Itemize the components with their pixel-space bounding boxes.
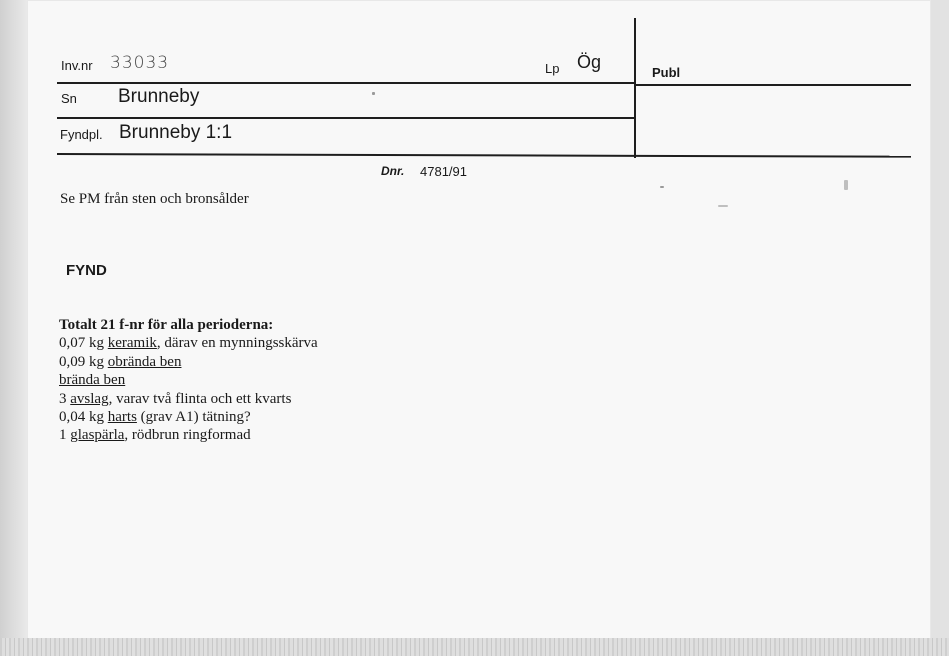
- scan-speck: [844, 180, 848, 190]
- find-item: 0,04 kg harts (grav A1) tätning?: [59, 409, 251, 426]
- find-item: 3 avslag, varav två flinta och ett kvarts: [59, 390, 292, 407]
- header-line-2: [57, 117, 636, 119]
- fyndpl-label: Fyndpl.: [60, 127, 103, 142]
- inv-nr-label: Inv.nr: [61, 58, 93, 73]
- header-line-1-right: [636, 84, 911, 86]
- dnr-label: Dnr.: [381, 164, 405, 178]
- sn-value: Brunneby: [118, 86, 200, 107]
- header-line-1: [57, 82, 636, 84]
- pm-note: Se PM från sten och bronsålder: [60, 191, 249, 207]
- fynd-heading: FYND: [66, 262, 107, 279]
- publ-label: Publ: [652, 65, 681, 80]
- find-item: 0,09 kg obrända ben: [59, 353, 182, 370]
- sn-label: Sn: [61, 91, 77, 106]
- fyndpl-value: Brunneby 1:1: [119, 122, 233, 143]
- header-divider-vertical: [634, 18, 636, 158]
- find-item: 0,07 kg keramik, därav en mynningsskärva: [59, 335, 318, 352]
- find-term: brända ben: [59, 372, 126, 389]
- finds-list: [59, 316, 318, 445]
- find-item: 1 glaspärla, rödbrun ringformad: [59, 427, 251, 444]
- scan-speck: [372, 92, 375, 95]
- scan-edge-bottom: [0, 638, 949, 656]
- find-term: glaspärla: [70, 427, 125, 444]
- scan-speck: [718, 205, 728, 207]
- finds-heading: Totalt 21 f-nr för alla perioderna:: [59, 317, 274, 333]
- find-term: keramik: [107, 335, 157, 352]
- find-term: harts: [107, 409, 137, 426]
- find-item: [59, 371, 318, 389]
- lp-label: Lp: [545, 61, 560, 76]
- scan-speck: [660, 186, 664, 188]
- find-term: avslag: [70, 390, 109, 407]
- dnr-value: 4781/91: [420, 164, 467, 179]
- lp-value: Ög: [577, 52, 602, 72]
- scan-edge: [0, 0, 30, 656]
- find-term: obrända ben: [107, 353, 182, 370]
- inv-nr-value: 33033: [110, 53, 170, 73]
